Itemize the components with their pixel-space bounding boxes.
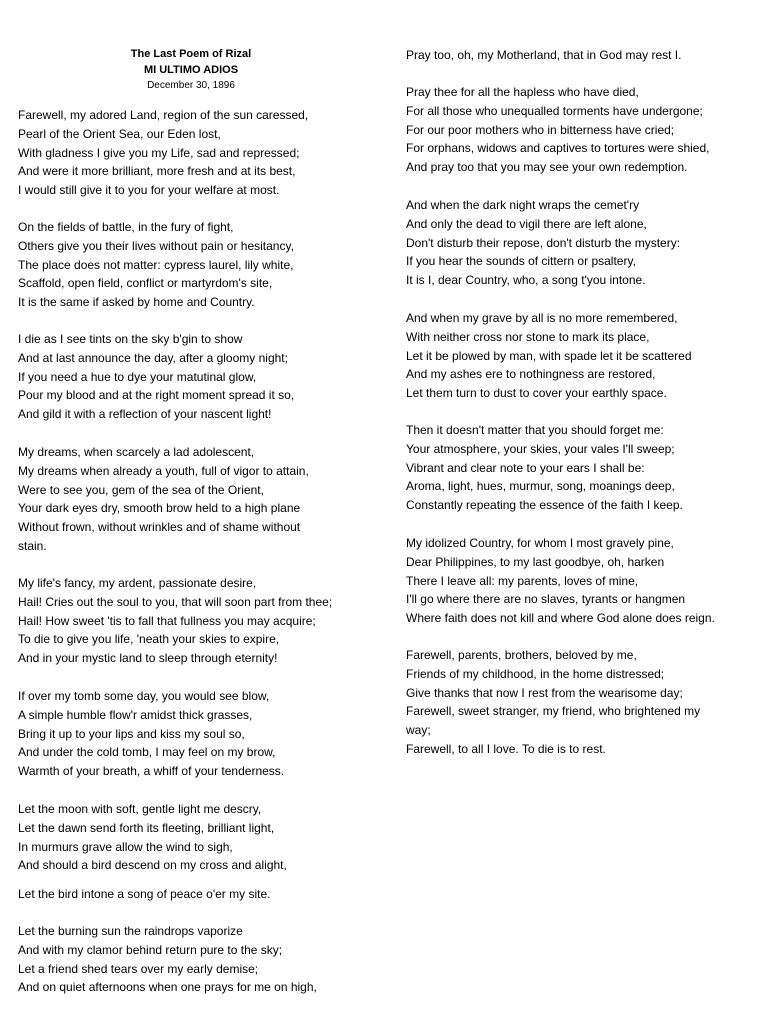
- stanza-continuation: [406, 46, 681, 65]
- poem-line: Bring it up to your lips and kiss my soul so,: [18, 726, 245, 741]
- stanza: [406, 196, 680, 290]
- poem-line: And gild it with a reflection of your nascent light!: [18, 407, 272, 422]
- poem-line: Your atmosphere, your skies, your vales I'll sweep;: [406, 441, 675, 456]
- stanza: [406, 646, 700, 759]
- poem-line: Hail! How sweet 'tis to fall that fullness you may acquire;: [18, 613, 316, 628]
- poem-line: stain.: [18, 538, 47, 553]
- poem-line: If over my tomb some day, you would see blow,: [18, 689, 270, 703]
- poem-line: Vibrant and clear note to your ears I shall be:: [406, 460, 645, 475]
- stanza: [18, 106, 308, 200]
- stanza: [18, 800, 287, 875]
- poem-line: For orphans, widows and captives to tortures were shied,: [406, 141, 710, 156]
- poem-line: Friends of my childhood, in the home distressed;: [406, 666, 665, 681]
- poem-line: And with my clamor behind return pure to the sky;: [18, 942, 283, 957]
- poem-line: And should a bird descend on my cross and alight,: [18, 858, 287, 873]
- poem-line: My idolized Country, for whom I most gravely pine,: [406, 536, 674, 550]
- poem-line: I'll go where there are no slaves, tyrants or hangmen: [406, 592, 686, 607]
- poem-line: Let the dawn send forth its fleeting, brilliant light,: [18, 820, 275, 835]
- poem-line: Others give you their lives without pain or hesitancy,: [18, 238, 294, 253]
- poem-line: Let the moon with soft, gentle light me descry,: [18, 802, 262, 816]
- poem-line: And on quiet afternoons when one prays for me on high,: [18, 980, 317, 995]
- poem-line: My life's fancy, my ardent, passionate desire,: [18, 576, 257, 590]
- poem-line: The place does not matter: cypress laurel, lily white,: [18, 257, 294, 272]
- poem-line: Let a friend shed tears over my early demise;: [18, 961, 259, 976]
- poem-line: Constantly repeating the essence of the faith I keep.: [406, 498, 683, 513]
- poem-line: Farewell, my adored Land, region of the sun caressed,: [18, 108, 309, 122]
- poem-line: And when the dark night wraps the cemet'ry: [406, 198, 640, 212]
- poem-line: If you need a hue to dye your matutinal glow,: [18, 369, 257, 384]
- poem-line: A simple humble flow'r amidst thick grasses,: [18, 707, 253, 722]
- poem-line: Farewell, parents, brothers, beloved by me,: [406, 648, 637, 662]
- poem-line: If you hear the sounds of cittern or psaltery,: [406, 254, 636, 269]
- poem-line: Your dark eyes dry, smooth brow held to a high plane: [18, 501, 301, 516]
- poem-line: And under the cold tomb, I may feel on my brow,: [18, 745, 276, 760]
- poem-line: It is the same if asked by home and Country.: [18, 295, 255, 310]
- poem-line: Where faith does not kill and where God alone does reign.: [406, 611, 715, 626]
- poem-line: I die as I see tints on the sky b'gin to show: [18, 332, 243, 346]
- stanza: [18, 443, 309, 556]
- poem-line: Hail! Cries out the soul to you, that will soon part from thee;: [18, 594, 333, 609]
- poem-line: Give thanks that now I rest from the wearisome day;: [406, 685, 683, 700]
- poem-line: Warmth of your breath, a whiff of your tenderness.: [18, 764, 285, 779]
- poem-title: The Last Poem of Rizal: [130, 48, 252, 60]
- poem-line: And pray too that you may see your own redemption.: [406, 160, 688, 175]
- poem-date: December 30, 1896: [147, 80, 235, 91]
- poem-line: Let the burning sun the raindrops vaporize: [18, 924, 243, 938]
- poem-line: Then it doesn't matter that you should forget me:: [406, 423, 664, 437]
- poem-line: In murmurs grave allow the wind to sigh,: [18, 839, 233, 854]
- poem-line: There I leave all: my parents, loves of mine,: [406, 573, 639, 588]
- poem-line: And when my grave by all is no more remembered,: [406, 311, 678, 325]
- stanza: [406, 83, 709, 177]
- poem-line: On the fields of battle, in the fury of fight,: [18, 220, 234, 234]
- stanza: [406, 421, 683, 515]
- poem-line: My dreams, when scarcely a lad adolescent,: [18, 445, 255, 459]
- poem-line: Pour my blood and at the right moment spread it so,: [18, 388, 295, 403]
- poem-line: way;: [406, 723, 431, 738]
- poem-line: And were it more brilliant, more fresh and at its best,: [18, 164, 296, 179]
- poem-line: Pearl of the Orient Sea, our Eden lost,: [18, 126, 221, 141]
- poem-line: And in your mystic land to sleep through eternity!: [18, 651, 278, 666]
- stanza: [18, 218, 294, 312]
- poem-line: My dreams when already a youth, full of vigor to attain,: [18, 463, 309, 478]
- poem-subtitle: MI ULTIMO ADIOS: [143, 64, 239, 76]
- poem-line: And at last announce the day, after a gloomy night;: [18, 350, 288, 365]
- poem-line: Without frown, without wrinkles and of shame without: [18, 520, 301, 535]
- stanza: [18, 330, 294, 424]
- stanza: [18, 687, 284, 781]
- poem-line: With gladness I give you my Life, sad and repressed;: [18, 145, 300, 160]
- poem-line: And only the dead to vigil there are left alone,: [406, 216, 647, 231]
- poem-line: To die to give you life, 'neath your skies to expire,: [18, 632, 280, 647]
- poem-line: Let it be plowed by man, with spade let it be scattered: [406, 348, 692, 363]
- stanza: [406, 309, 692, 403]
- poem-line: Scaffold, open field, conflict or martyrdom's site,: [18, 276, 273, 291]
- poem-line: Farewell, to all I love. To die is to rest.: [406, 741, 606, 756]
- stanza: [18, 922, 317, 997]
- poem-header: [60, 46, 322, 94]
- poem-line: I would still give it to you for your welfare at most.: [18, 183, 280, 198]
- poem-line: For all those who unequalled torments have undergone;: [406, 103, 703, 118]
- poem-line: For our poor mothers who in bitterness have cried;: [406, 122, 675, 137]
- stanza: [18, 574, 332, 668]
- stanza: [406, 534, 715, 628]
- poem-line: Farewell, sweet stranger, my friend, who brightened my: [406, 704, 701, 719]
- poem-line: Let them turn to dust to cover your earthly space.: [406, 386, 667, 401]
- poem-line: Dear Philippines, to my last goodbye, oh, harken: [406, 554, 665, 569]
- poem-line: With neither cross nor stone to mark its place,: [406, 329, 650, 344]
- poem-line: Were to see you, gem of the sea of the Orient,: [18, 482, 264, 497]
- stanza-continuation: [18, 885, 270, 904]
- poem-line: Pray thee for all the hapless who have died,: [406, 85, 639, 99]
- poem-line: Pray too, oh, my Motherland, that in God may rest I.: [406, 48, 682, 62]
- poem-line: It is I, dear Country, who, a song t'you intone.: [406, 273, 646, 288]
- poem-line: Let the bird intone a song of peace o'er my site.: [18, 887, 271, 901]
- poem-line: Don't disturb their repose, don't disturb the mystery:: [406, 235, 681, 250]
- poem-line: And my ashes ere to nothingness are restored,: [406, 367, 656, 382]
- poem-line: Aroma, light, hues, murmur, song, moanings deep,: [406, 479, 675, 494]
